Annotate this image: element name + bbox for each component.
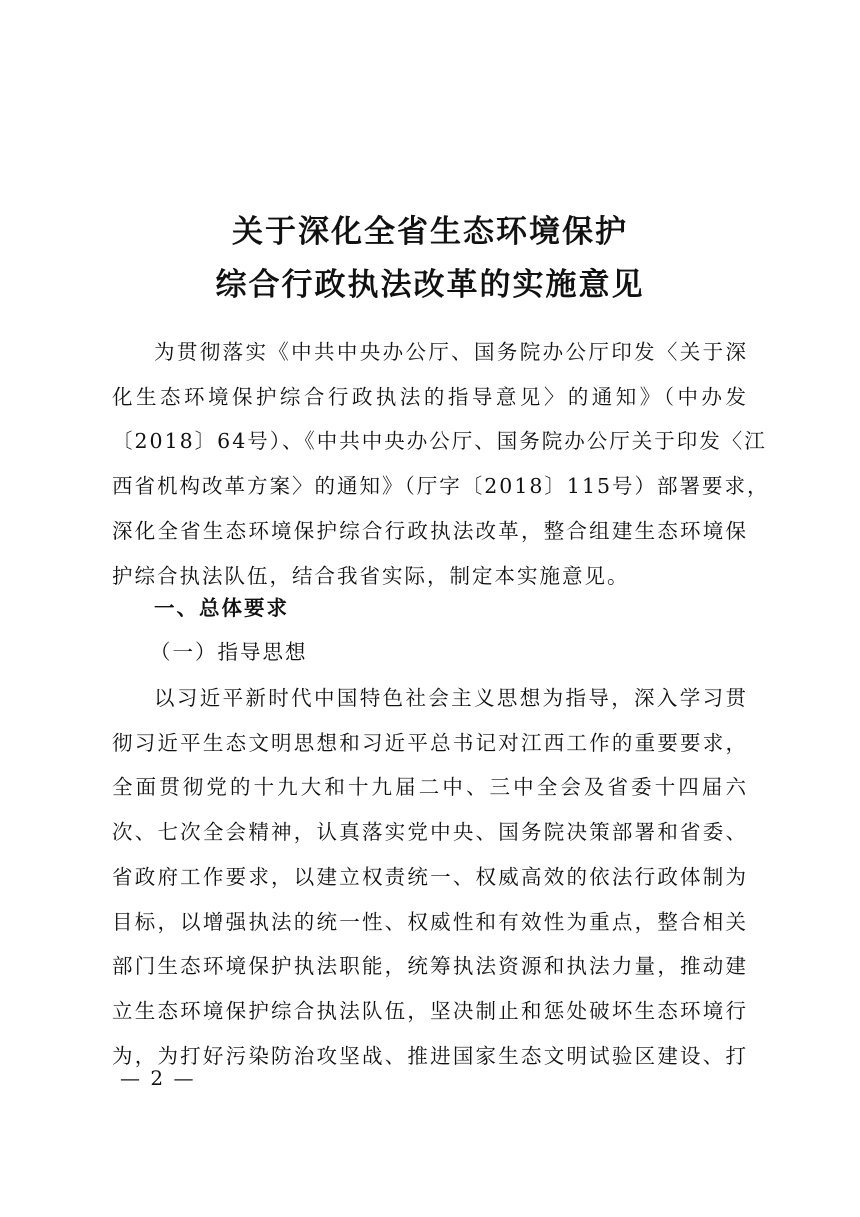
intro-line: 〔2018〕64号）、《中共中央办公厅、国务院办公厅关于印发〈江 [112,429,767,454]
body-line: 为，为打好污染防治攻坚战、推进国家生态文明试验区建设、打 [112,1043,748,1068]
page-number: — 2 — [120,1066,196,1090]
intro-line: 化生态环境保护综合行政执法的指导意见〉的通知》（中办发 [112,384,748,409]
intro-line: 护综合执法队伍，结合我省实际，制定本实施意见。 [112,563,630,588]
body-line: 次、七次全会精神，认真落实党中央、国务院决策部署和省委、 [112,820,748,845]
body-line: 彻习近平生态文明思想和习近平总书记对江西工作的重要要求， [112,730,748,755]
body-line: 部门生态环境保护执法职能，统筹执法资源和执法力量，推动建 [112,954,748,979]
body-line: 目标，以增强执法的统一性、权威性和有效性为重点，整合相关 [112,909,748,934]
body-line: 省政府工作要求，以建立权责统一、权威高效的依法行政体制为 [112,864,748,889]
body-line: 以习近平新时代中国特色社会主义思想为指导，深入学习贯 [154,686,748,710]
intro-line: 深化全省生态环境保护综合行政执法改革，整合组建生态环境保 [112,518,748,543]
intro-line: 为贯彻落实《中共中央办公厅、国务院办公厅印发〈关于深 [154,340,748,364]
body-paragraph [112,676,748,1078]
document-title-line-2: 综合行政执法改革的实施意见 [215,267,645,303]
document-title-line-1: 关于深化全省生态环境保护 [232,214,628,250]
section-heading: 一、总体要求 [154,596,289,620]
intro-paragraph [112,330,770,598]
intro-line: 西省机构改革方案〉的通知》（厅字〔2018〕115号）部署要求， [112,474,770,499]
body-line: 全面贯彻党的十九大和十九届二中、三中全会及省委十四届六 [112,775,748,800]
body-line: 立生态环境保护综合执法队伍，坚决制止和惩处破坏生态环境行 [112,998,748,1023]
subsection-heading: （一）指导思想 [150,640,308,664]
